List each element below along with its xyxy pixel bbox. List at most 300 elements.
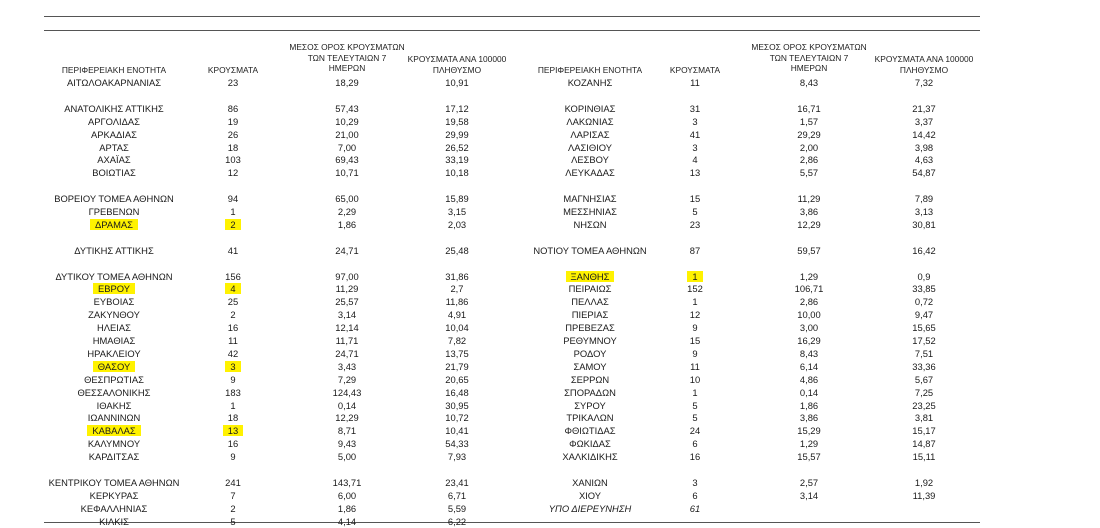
cell-region [520, 334, 660, 347]
cell-region [520, 295, 660, 308]
cell-text: 12,29 [797, 218, 821, 230]
cell-cases [659, 102, 731, 115]
cell-text: 33,85 [912, 283, 936, 295]
cell-per [402, 321, 512, 334]
cell-avg [280, 115, 414, 128]
cell-per [402, 244, 512, 257]
cell-region [520, 128, 660, 141]
cell-avg [280, 347, 414, 360]
cell-per [864, 244, 984, 257]
cell-text: 10 [689, 373, 701, 385]
cell-region [44, 128, 184, 141]
cell-text: 26,52 [445, 141, 469, 153]
cell-cases [198, 205, 268, 218]
cell-text: 21,37 [912, 102, 936, 114]
cell-region [520, 476, 660, 489]
cell-text: 2 [225, 219, 240, 230]
cell-cases [659, 76, 731, 89]
cell-cases [659, 399, 731, 412]
cell-text: 11,29 [797, 193, 821, 205]
cell-cases [659, 308, 731, 321]
cell-text: 7,51 [914, 347, 934, 359]
cell-cases [659, 386, 731, 399]
cell-text: ΘΕΣΣΑΛΟΝΙΚΗΣ [77, 386, 151, 398]
cell-text: 0,72 [914, 296, 934, 308]
cell-text: ΖΑΚΥΝΘΟΥ [88, 309, 140, 321]
cell-per [402, 424, 512, 437]
header-per-line2: ΠΛΗΘΥΣΜΟ [899, 64, 949, 75]
cell-avg [280, 270, 414, 283]
cell-per [864, 205, 984, 218]
cell-per [864, 153, 984, 166]
cell-region [44, 282, 184, 295]
cell-text: ΑΙΤΩΛΟΑΚΑΡΝΑΝΙΑΣ [66, 77, 162, 88]
cell-text: ΣΥΡΟΥ [574, 399, 606, 411]
cell-cases [659, 153, 731, 166]
header-avg-line3: ΗΜΕΡΩΝ [328, 63, 366, 73]
cell-text: 4,91 [447, 309, 467, 321]
cell-text: 3,37 [914, 115, 934, 127]
cell-text: ΗΜΑΘΙΑΣ [92, 335, 136, 346]
cell-cases [659, 128, 731, 141]
cell-region [520, 489, 660, 502]
cell-avg [280, 373, 414, 386]
cell-text: 6,14 [799, 360, 819, 372]
cell-text: 23 [689, 218, 701, 230]
cell-avg [280, 334, 414, 347]
cell-per [402, 476, 512, 489]
cell-cases [659, 476, 731, 489]
cell-text: 30,95 [445, 399, 469, 411]
cell-text: 10,41 [445, 425, 469, 437]
cell-region [520, 244, 660, 257]
cell-text: 4 [225, 283, 240, 294]
cell-avg [742, 308, 876, 321]
cell-region [520, 321, 660, 334]
cell-text: 8,43 [799, 77, 819, 88]
cell-cases [198, 424, 268, 437]
cell-text: 5,57 [799, 167, 819, 179]
cell-region [520, 373, 660, 386]
cell-cases [198, 360, 268, 373]
cell-text: 69,43 [335, 154, 359, 166]
cell-per [402, 411, 512, 424]
cell-text: ΛΑΣΙΘΙΟΥ [567, 141, 613, 153]
cell-text: ΑΡΚΑΔΙΑΣ [91, 128, 137, 140]
cell-text: 7,93 [447, 451, 467, 463]
cell-text: ΔΥΤΙΚΟΥ ΤΟΜΕΑ ΑΘΗΝΩΝ [55, 270, 173, 282]
cell-text: 9,43 [337, 438, 357, 450]
cell-per [864, 115, 984, 128]
cell-region [520, 153, 660, 166]
cell-text: ΠΕΙΡΑΙΩΣ [568, 283, 612, 295]
cell-text: 41 [227, 244, 239, 256]
cell-region [520, 386, 660, 399]
cell-text: 31,86 [445, 270, 469, 282]
cell-text: 17,52 [912, 335, 936, 346]
cell-avg [742, 373, 876, 386]
cell-text: 0,14 [799, 386, 819, 398]
cell-text: ΕΥΒΟΙΑΣ [93, 296, 135, 308]
cell-text: 9,47 [914, 309, 934, 321]
header-per-right [864, 54, 984, 75]
cell-per [864, 360, 984, 373]
cell-text: 11 [690, 360, 700, 372]
cell-avg [280, 424, 414, 437]
cell-text: 12 [227, 167, 239, 179]
cell-text: 16 [689, 451, 701, 463]
cell-text: ΜΑΓΝΗΣΙΑΣ [563, 193, 617, 205]
cell-text: 10,18 [445, 167, 469, 179]
header-region-left: ΠΕΡΙΦΕΡΕΙΑΚΗ ΕΝΟΤΗΤΑ [61, 65, 167, 75]
cell-avg [280, 102, 414, 115]
cell-region [520, 360, 660, 373]
cell-cases [659, 295, 731, 308]
cell-text: ΛΕΣΒΟΥ [571, 154, 609, 166]
cell-text: 3,86 [799, 412, 819, 424]
cell-text: 11 [228, 335, 238, 346]
cell-text: 15,11 [912, 451, 936, 463]
cell-cases [659, 360, 731, 373]
cell-text: 4 [692, 154, 698, 166]
cell-text: 0,9 [917, 270, 931, 282]
header-per-line1: ΚΡΟΥΣΜΑΤΑ ΑΝΑ 100000 [407, 54, 507, 64]
cell-text: 29,29 [797, 128, 821, 140]
cell-avg [742, 386, 876, 399]
cell-per [402, 141, 512, 154]
cell-per [864, 192, 984, 205]
cell-text: 1,86 [799, 399, 819, 411]
cell-cases [659, 437, 731, 450]
cell-text: ΣΠΟΡΑΔΩΝ [564, 386, 616, 398]
cell-text: ΦΘΙΩΤΙΔΑΣ [564, 425, 616, 437]
cell-text: ΑΧΑΪΑΣ [97, 154, 131, 166]
cell-per [402, 128, 512, 141]
cell-region [520, 437, 660, 450]
cell-text: 152 [687, 283, 703, 295]
cell-avg [280, 399, 414, 412]
header-region-right: ΠΕΡΙΦΕΡΕΙΑΚΗ ΕΝΟΤΗΤΑ [537, 65, 643, 75]
cell-text: 11,29 [335, 283, 359, 295]
cell-per [864, 386, 984, 399]
cell-text: ΒΟΙΩΤΙΑΣ [92, 167, 136, 179]
cell-text: 94 [227, 193, 239, 205]
cell-text: 3,13 [914, 206, 934, 217]
cell-text: 5 [692, 412, 698, 424]
cell-avg [742, 399, 876, 412]
cell-text: 11,71 [335, 335, 359, 346]
cell-text: 143,71 [332, 476, 362, 488]
cell-text: 3 [692, 476, 698, 488]
cell-avg [742, 489, 876, 502]
cell-text: 17,12 [445, 102, 469, 114]
cell-region [44, 424, 184, 437]
cell-per [864, 128, 984, 141]
cell-text: 33,19 [445, 154, 469, 166]
cell-text: ΚΟΖΑΝΗΣ [567, 77, 613, 88]
cell-per [402, 489, 512, 502]
cell-per [402, 502, 512, 515]
cell-avg [742, 128, 876, 141]
cell-text: 8,71 [337, 425, 357, 437]
cell-text: 25,48 [445, 244, 469, 256]
cell-avg [742, 282, 876, 295]
cell-text: 18 [227, 412, 239, 424]
cell-text: 24 [689, 425, 701, 437]
cell-region [44, 515, 184, 528]
cell-region [44, 192, 184, 205]
cell-avg [742, 115, 876, 128]
cell-text: ΦΩΚΙΔΑΣ [569, 438, 611, 450]
cell-text: 3 [692, 115, 698, 127]
cell-text: 106,71 [794, 283, 824, 295]
cell-text: ΑΝΑΤΟΛΙΚΗΣ ΑΤΤΙΚΗΣ [64, 102, 164, 114]
cell-text: ΘΑΣΟΥ [93, 361, 135, 372]
cell-text: ΓΡΕΒΕΝΩΝ [88, 206, 140, 217]
cell-avg [280, 502, 414, 515]
header-avg-left [280, 42, 414, 74]
cell-cases [198, 141, 268, 154]
cell-cases [659, 411, 731, 424]
cell-text: 7,89 [914, 193, 934, 205]
cell-text: 54,33 [445, 438, 469, 450]
cell-text: 5 [692, 399, 698, 411]
cell-cases [198, 166, 268, 179]
cell-text: 3 [225, 361, 240, 372]
cell-text: ΠΙΕΡΙΑΣ [571, 309, 609, 321]
cell-text: ΒΟΡΕΙΟΥ ΤΟΜΕΑ ΑΘΗΝΩΝ [54, 193, 174, 205]
cell-avg [280, 386, 414, 399]
cell-text: ΘΕΣΠΡΩΤΙΑΣ [84, 373, 144, 385]
cell-text: 1,86 [337, 502, 357, 514]
cell-avg [280, 218, 414, 231]
cell-text: 57,43 [335, 102, 359, 114]
cell-per [864, 437, 984, 450]
header-rule [44, 30, 980, 31]
cell-text: ΔΡΑΜΑΣ [90, 219, 138, 230]
cell-text: 54,87 [912, 167, 936, 179]
bottom-rule [44, 522, 980, 523]
cell-avg [280, 450, 414, 463]
cell-per [402, 282, 512, 295]
cell-cases [198, 515, 268, 528]
cell-text: 9 [692, 322, 698, 334]
cell-per [864, 270, 984, 283]
cell-per [864, 282, 984, 295]
cell-text: 3,81 [914, 412, 934, 424]
cell-cases [198, 115, 268, 128]
cell-text: 7,82 [447, 335, 467, 346]
cell-text: 16,71 [797, 102, 821, 114]
cell-per [864, 141, 984, 154]
cell-cases [198, 373, 268, 386]
cell-avg [280, 76, 414, 89]
cell-per [402, 386, 512, 399]
cell-text: 24,71 [335, 244, 359, 256]
cell-text: 2,29 [337, 206, 357, 217]
cell-text: 7,29 [337, 373, 357, 385]
cell-per [402, 308, 512, 321]
cell-text: ΚΙΛΚΙΣ [99, 515, 129, 527]
cell-region [520, 399, 660, 412]
cell-text: ΛΕΥΚΑΔΑΣ [565, 167, 615, 179]
cell-text: 2,86 [799, 154, 819, 166]
cell-text: 25 [227, 296, 239, 308]
cell-region [520, 347, 660, 360]
cell-text: 21,00 [335, 128, 359, 140]
cell-text: ΕΒΡΟΥ [93, 283, 135, 294]
cell-avg [280, 166, 414, 179]
cell-per [402, 218, 512, 231]
cell-cases [198, 450, 268, 463]
cell-cases [198, 153, 268, 166]
cell-avg [742, 424, 876, 437]
cell-per [864, 218, 984, 231]
cell-text: ΧΑΛΚΙΔΙΚΗΣ [562, 451, 618, 463]
cell-text: 6,22 [447, 515, 467, 527]
cell-text: 97,00 [335, 270, 359, 282]
cell-region [44, 476, 184, 489]
cell-cases [659, 244, 731, 257]
cell-text: ΡΟΔΟΥ [573, 347, 607, 359]
cell-cases [198, 347, 268, 360]
cell-per [402, 295, 512, 308]
cell-region [44, 166, 184, 179]
cell-per [402, 205, 512, 218]
header-per-left [402, 54, 512, 75]
cell-text: 6,00 [337, 489, 357, 501]
cell-text: 1 [230, 399, 236, 411]
cell-per [402, 270, 512, 283]
cell-text: 1 [687, 271, 702, 282]
cell-text: 10,00 [797, 309, 821, 321]
cell-region [520, 205, 660, 218]
cell-text: 5,00 [337, 451, 357, 463]
cell-avg [280, 141, 414, 154]
cell-text: 7,25 [914, 386, 934, 398]
cell-avg [742, 205, 876, 218]
cell-cases [198, 411, 268, 424]
cell-text: 16,42 [912, 244, 936, 256]
cell-per [402, 166, 512, 179]
cell-text: ΠΡΕΒΕΖΑΣ [565, 322, 615, 334]
cell-cases [198, 437, 268, 450]
cell-text: ΧΙΟΥ [578, 489, 602, 501]
top-rule [44, 16, 980, 17]
cell-text: 1,86 [337, 218, 357, 230]
cell-avg [742, 141, 876, 154]
cell-text: ΚΑΛΥΜΝΟΥ [87, 438, 141, 450]
cell-cases [198, 321, 268, 334]
cell-text: 23 [227, 77, 239, 88]
cell-avg [280, 282, 414, 295]
cell-region [44, 450, 184, 463]
cell-text: 15 [689, 335, 701, 346]
cell-region [44, 218, 184, 231]
cell-text: 24,71 [335, 347, 359, 359]
cell-text: 2,00 [799, 141, 819, 153]
cell-region [44, 360, 184, 373]
cell-text: 3,86 [799, 206, 819, 217]
cell-text: 5 [230, 515, 236, 527]
cell-cases [198, 192, 268, 205]
cell-region [520, 282, 660, 295]
cell-per [864, 399, 984, 412]
cell-cases [659, 424, 731, 437]
cell-text: 14,87 [912, 438, 936, 450]
cell-text: 124,43 [332, 386, 362, 398]
cell-text: 15,57 [797, 451, 821, 463]
cell-cases [659, 205, 731, 218]
cell-text: ΚΕΝΤΡΙΚΟΥ ΤΟΜΕΑ ΑΘΗΝΩΝ [48, 476, 180, 488]
cell-region [520, 76, 660, 89]
cell-per [864, 321, 984, 334]
cell-text: 42 [227, 347, 239, 359]
cell-text: ΚΑΒΑΛΑΣ [87, 425, 140, 436]
cell-per [864, 450, 984, 463]
cell-region [44, 502, 184, 515]
cell-region [44, 321, 184, 334]
cell-text: 4,14 [337, 515, 357, 527]
cell-text: 1,92 [914, 476, 934, 488]
cell-region [520, 166, 660, 179]
cell-text: 16 [227, 322, 239, 334]
cell-text: 7 [230, 489, 236, 501]
header-cases-right: ΚΡΟΥΣΜΑΤΑ [669, 65, 721, 75]
cell-text: 10,91 [445, 77, 469, 88]
cell-per [402, 360, 512, 373]
cell-text: 12,14 [335, 322, 359, 334]
cell-per [402, 334, 512, 347]
header-per-line2: ΠΛΗΘΥΣΜΟ [432, 64, 482, 75]
cell-region [44, 244, 184, 257]
cell-avg [742, 360, 876, 373]
cell-text: 23,41 [445, 476, 469, 488]
cell-text: 7,32 [914, 77, 934, 88]
cell-text: ΡΕΘΥΜΝΟΥ [563, 335, 617, 346]
cell-text: 3,15 [447, 206, 467, 217]
cell-text: 21,79 [445, 360, 469, 372]
cell-text: 16,29 [797, 335, 821, 346]
cell-region [44, 102, 184, 115]
cell-text: ΥΠΟ ΔΙΕΡΕΥΝΗΣΗ [548, 502, 632, 514]
cell-region [44, 76, 184, 89]
cell-per [864, 76, 984, 89]
cell-text: 16,48 [445, 386, 469, 398]
cell-text: ΣΑΜΟΥ [573, 360, 607, 372]
cell-avg [280, 205, 414, 218]
cell-region [44, 115, 184, 128]
cell-region [44, 437, 184, 450]
header-avg-right [742, 42, 876, 74]
cell-text: 61 [689, 502, 701, 514]
header-cases-left: ΚΡΟΥΣΜΑΤΑ [207, 65, 259, 75]
cell-cases [198, 502, 268, 515]
cell-text: ΝΟΤΙΟΥ ΤΟΜΕΑ ΑΘΗΝΩΝ [533, 244, 647, 256]
cell-avg [742, 437, 876, 450]
cell-avg [742, 218, 876, 231]
cell-per [402, 76, 512, 89]
cell-text: 41 [689, 128, 701, 140]
cell-avg [742, 270, 876, 283]
cell-region [520, 308, 660, 321]
cell-cases [198, 386, 268, 399]
cell-avg [742, 476, 876, 489]
cell-text: 103 [225, 154, 241, 166]
cell-cases [198, 334, 268, 347]
cell-cases [659, 282, 731, 295]
cell-text: ΑΡΓΟΛΙΔΑΣ [88, 115, 140, 127]
